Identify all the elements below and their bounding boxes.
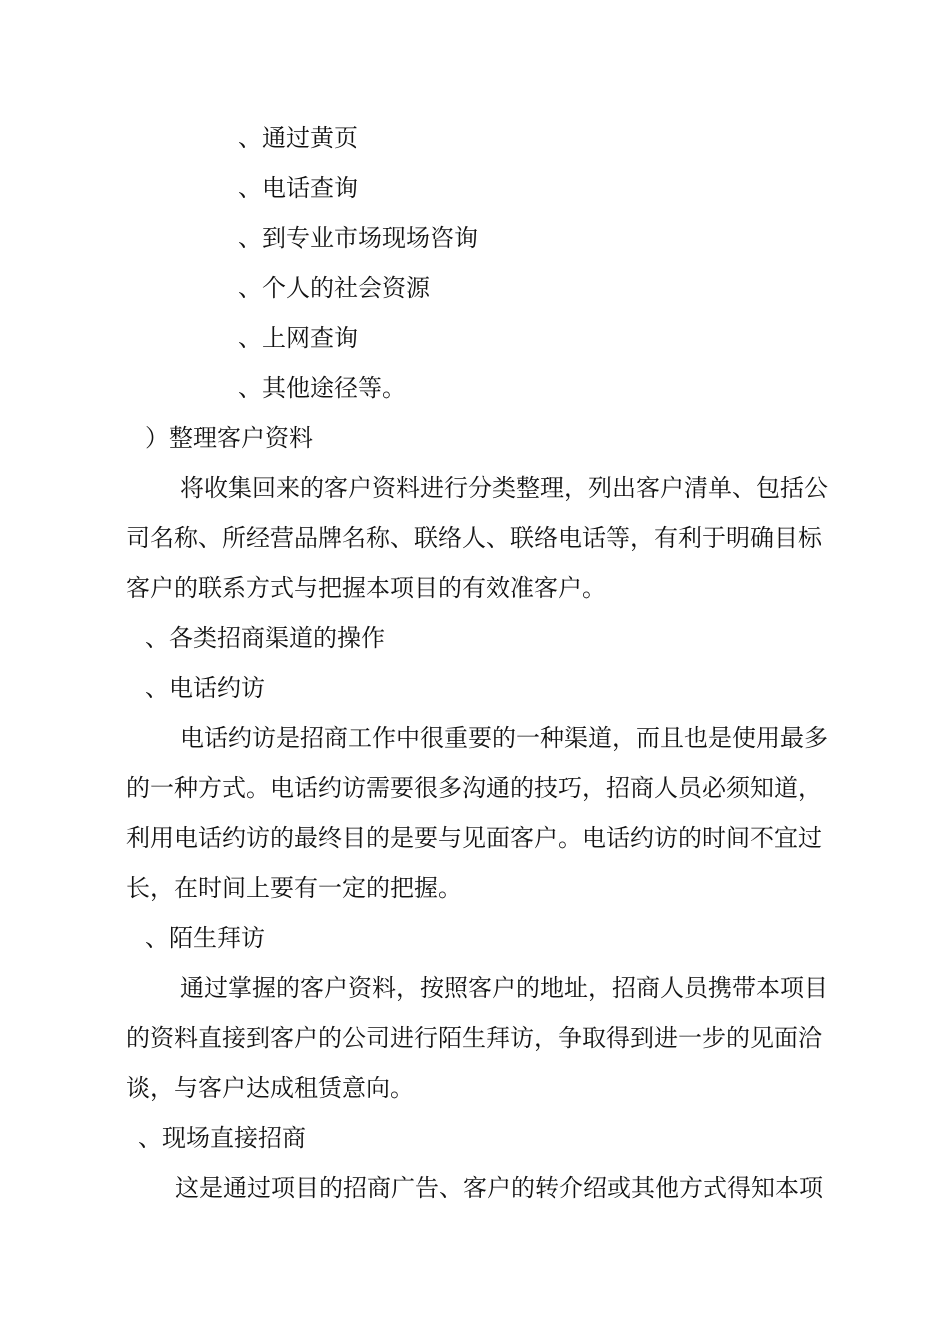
paragraph-line: 通过掌握的客户资料，按照客户的地址，招商人员携带本项目 [180, 974, 828, 1002]
list-item-online-inquiry: 、上网查询 [238, 324, 358, 352]
list-item-market-visit: 、到专业市场现场咨询 [238, 224, 478, 252]
paragraph-line: 将收集回来的客户资料进行分类整理，列出客户清单、包括公 [180, 474, 828, 502]
paragraph-line: 这是通过项目的招商广告、客户的转介绍或其他方式得知本项 [175, 1174, 823, 1202]
paragraph-line: 利用电话约访的最终目的是要与见面客户。电话约访的时间不宜过 [126, 824, 822, 852]
list-item-social-resources: 、个人的社会资源 [238, 274, 430, 302]
paragraph-line: 客户的联系方式与把握本项目的有效准客户。 [126, 574, 606, 602]
list-item-other-ways: 、其他途径等。 [238, 374, 406, 402]
section-heading-onsite: 、现场直接招商 [138, 1124, 306, 1152]
paragraph-line: 的一种方式。电话约访需要很多沟通的技巧，招商人员必须知道， [126, 774, 822, 802]
section-heading-channels: 、各类招商渠道的操作 [145, 624, 385, 652]
list-item-phone-inquiry: 、电话查询 [238, 174, 358, 202]
paragraph-line: 司名称、所经营品牌名称、联络人、联络电话等，有利于明确目标 [126, 524, 822, 552]
list-item-yellow-pages: 、通过黄页 [238, 124, 358, 152]
section-heading-organize: ）整理客户资料 [145, 424, 313, 452]
paragraph-line: 的资料直接到客户的公司进行陌生拜访，争取得到进一步的见面洽 [126, 1024, 822, 1052]
paragraph-line: 电话约访是招商工作中很重要的一种渠道，而且也是使用最多 [180, 724, 828, 752]
paragraph-line: 谈，与客户达成租赁意向。 [126, 1074, 414, 1102]
section-heading-phone: 、电话约访 [145, 674, 265, 702]
paragraph-line: 长，在时间上要有一定的把握。 [126, 874, 462, 902]
section-heading-cold-visit: 、陌生拜访 [145, 924, 265, 952]
